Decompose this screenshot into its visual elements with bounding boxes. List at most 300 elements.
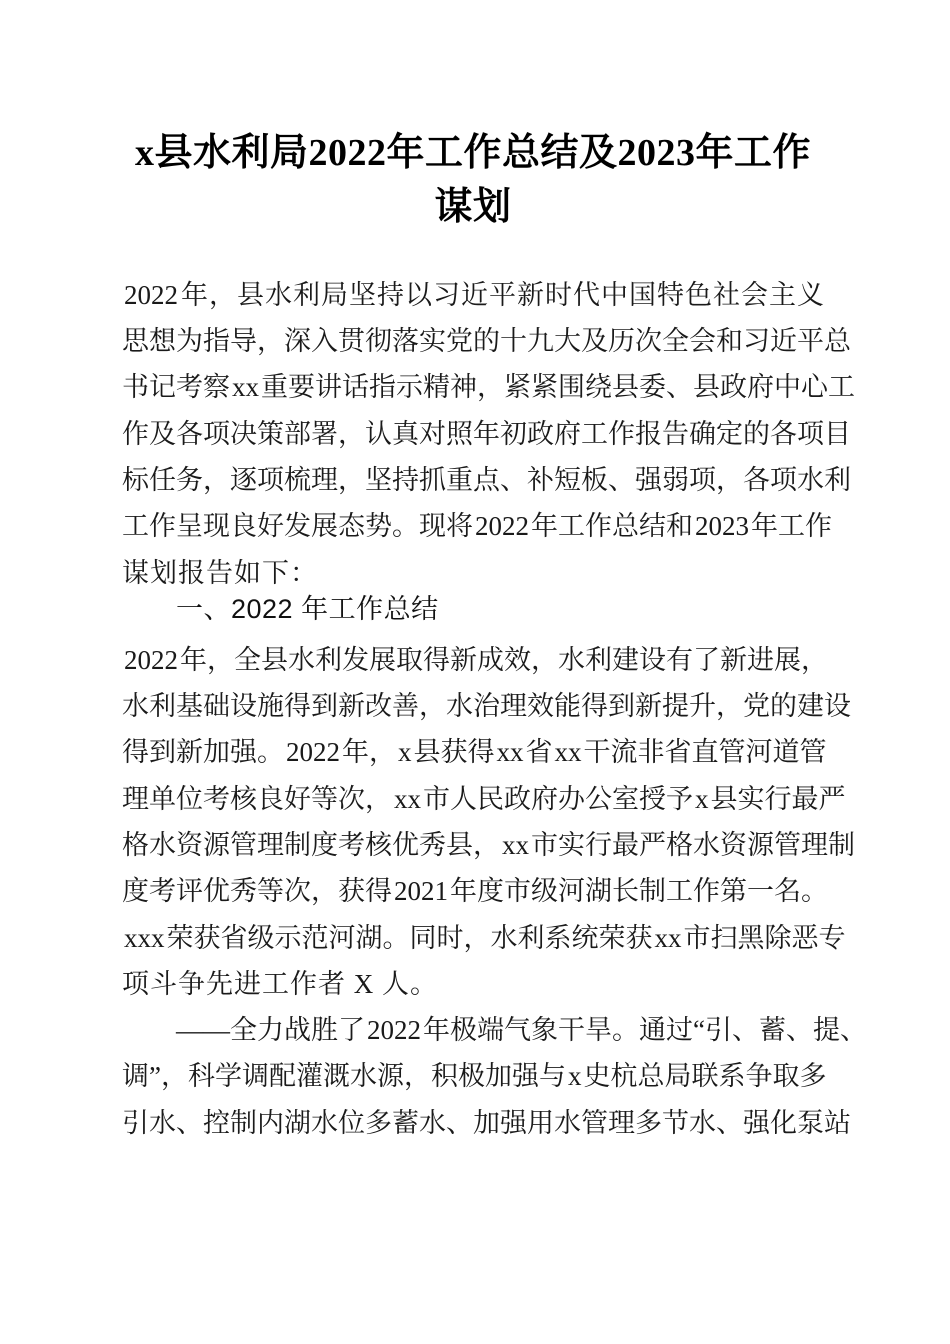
text-glyph: 次	[635, 326, 662, 356]
text-glyph: 灌	[295, 1061, 323, 1091]
text-glyph: 考	[203, 784, 230, 814]
text-glyph: 节	[662, 1108, 689, 1138]
text-glyph: 示	[274, 923, 302, 953]
text-glyph: 年	[181, 280, 208, 310]
text-glyph: 秀	[230, 876, 257, 906]
text-glyph: 范	[301, 923, 329, 953]
text-glyph: 作	[805, 511, 832, 541]
text-glyph: 、	[785, 1015, 813, 1045]
text-glyph: 严	[639, 830, 666, 860]
text-glyph: 提	[662, 691, 689, 721]
text-glyph: 。	[612, 1015, 639, 1045]
text-glyph: 力	[257, 1015, 284, 1045]
text-glyph: 务	[176, 465, 203, 495]
text-glyph: 等	[257, 876, 284, 906]
text-glyph: 新	[450, 645, 477, 675]
text-glyph: 真	[392, 419, 419, 449]
text-glyph: 省	[220, 923, 248, 953]
text-glyph: 积	[430, 1061, 458, 1091]
text-glyph: 严	[818, 784, 846, 814]
text-glyph: 弱	[662, 465, 689, 495]
body-line	[122, 822, 855, 868]
text-glyph: 设	[230, 691, 257, 721]
text-glyph: 报	[635, 419, 662, 449]
text-glyph: 最	[612, 830, 639, 860]
text-glyph: 、	[731, 1015, 759, 1045]
text-glyph: 获	[440, 737, 468, 767]
text-glyph: 端	[477, 1015, 504, 1045]
text-glyph: 水	[419, 1108, 446, 1138]
text-glyph: 极	[457, 1061, 485, 1091]
text-glyph: 政	[720, 372, 747, 402]
text-glyph: ，	[160, 1061, 188, 1091]
page-title: x县水利局2022年工作总结及2023年工作谋划	[134, 132, 811, 228]
text-glyph: 总	[637, 1061, 665, 1091]
text-glyph: 省	[664, 737, 692, 767]
body-line	[122, 683, 851, 729]
text-glyph: ，	[716, 465, 743, 495]
text-glyph: 河	[328, 923, 356, 953]
text-glyph: 入	[311, 326, 338, 356]
text-glyph: 通	[639, 1015, 666, 1045]
text-glyph: 梳	[284, 465, 311, 495]
text-glyph: 恶	[791, 923, 819, 953]
text-glyph: 记	[149, 372, 176, 402]
text-glyph: 管	[230, 830, 257, 860]
text-glyph: 2023	[695, 511, 749, 541]
text-glyph: 思	[122, 326, 149, 356]
text-glyph: 目	[824, 419, 851, 449]
text-glyph: 秀	[419, 830, 446, 860]
text-glyph: 干	[583, 737, 611, 767]
text-glyph: 点	[473, 465, 500, 495]
text-glyph: 要	[288, 372, 315, 402]
text-glyph: 新	[517, 280, 544, 310]
text-glyph: 提	[812, 1015, 840, 1045]
text-glyph: 署	[311, 419, 338, 449]
text-glyph: 照	[446, 419, 473, 449]
text-glyph: 利	[824, 465, 851, 495]
text-glyph: 、	[716, 1108, 743, 1138]
text-glyph: 县	[261, 645, 288, 675]
text-glyph: 2022	[124, 280, 178, 310]
text-glyph: 作	[149, 511, 176, 541]
text-glyph: 设	[639, 645, 666, 675]
text-glyph: 。	[392, 511, 419, 541]
text-glyph: 引	[122, 1108, 149, 1138]
text-glyph: ，	[338, 465, 365, 495]
text-glyph: 发	[342, 645, 369, 675]
text-glyph: 水	[349, 1061, 377, 1091]
text-glyph: 强	[230, 737, 257, 767]
text-glyph: 现	[203, 511, 230, 541]
text-glyph: 加	[203, 737, 230, 767]
text-glyph: 察	[203, 372, 230, 402]
body-line	[122, 729, 827, 775]
text-glyph: 2022	[286, 737, 340, 767]
text-glyph: 和	[666, 511, 693, 541]
text-glyph: 源	[203, 830, 230, 860]
text-glyph: 县	[446, 830, 473, 860]
text-glyph: 绕	[585, 372, 612, 402]
text-glyph: 湖	[585, 876, 612, 906]
text-glyph: 优	[203, 876, 230, 906]
text-glyph: 位	[176, 784, 203, 814]
text-glyph: 势	[365, 511, 392, 541]
text-glyph: 湖	[284, 1108, 311, 1138]
text-glyph: 基	[176, 691, 203, 721]
text-glyph: 度	[477, 876, 504, 906]
text-glyph: 定	[716, 419, 743, 449]
text-glyph: 社	[713, 280, 740, 310]
text-glyph: 理	[500, 691, 527, 721]
text-glyph: 府	[747, 372, 774, 402]
text-glyph: 坚	[365, 465, 392, 495]
text-glyph: 设	[824, 691, 851, 721]
text-glyph: 水	[554, 1108, 581, 1138]
text-glyph: 多	[365, 1108, 392, 1138]
text-glyph: 湖	[355, 923, 383, 953]
text-glyph: 源	[747, 830, 774, 860]
text-glyph: 中	[601, 280, 628, 310]
text-glyph: ，	[473, 830, 500, 860]
text-glyph: 历	[608, 326, 635, 356]
body-line-text: 项斗争先进工作者 X 人。	[122, 969, 438, 999]
text-glyph: 最	[791, 784, 819, 814]
text-glyph: 作	[585, 511, 612, 541]
text-glyph: xx	[496, 737, 524, 767]
text-glyph: 干	[558, 1015, 585, 1045]
text-glyph: 短	[554, 465, 581, 495]
body-line	[122, 961, 824, 1007]
text-glyph: 水	[122, 691, 149, 721]
text-glyph: 展	[774, 645, 801, 675]
text-glyph: 水	[149, 830, 176, 860]
text-glyph: 时	[436, 923, 464, 953]
text-glyph: 紧	[531, 372, 558, 402]
text-glyph: 十	[500, 326, 527, 356]
text-glyph: 水	[311, 1108, 338, 1138]
text-glyph: 管	[718, 737, 746, 767]
text-glyph: 升	[689, 691, 716, 721]
text-glyph: 策	[257, 419, 284, 449]
text-glyph: 围	[558, 372, 585, 402]
text-glyph: 争	[745, 1061, 773, 1091]
text-glyph: 加	[473, 1108, 500, 1138]
text-glyph: 等	[311, 784, 338, 814]
text-glyph: 利	[585, 645, 612, 675]
text-glyph: xx	[554, 737, 582, 767]
text-glyph: 委	[639, 372, 666, 402]
text-glyph: 加	[484, 1061, 512, 1091]
text-glyph: 、	[176, 1108, 203, 1138]
text-glyph: 联	[691, 1061, 719, 1091]
text-glyph: 系	[718, 1061, 746, 1091]
text-glyph: —	[176, 1015, 203, 1045]
text-glyph: 告	[662, 419, 689, 449]
text-glyph: 了	[693, 645, 720, 675]
text-glyph: 第	[720, 876, 747, 906]
text-glyph: 化	[770, 1108, 797, 1138]
text-glyph: ，	[716, 691, 743, 721]
text-glyph: 年	[450, 876, 477, 906]
text-glyph: 精	[423, 372, 450, 402]
text-glyph: 项	[257, 465, 284, 495]
text-glyph: 利	[315, 645, 342, 675]
text-glyph: 有	[666, 645, 693, 675]
text-glyph: 授	[639, 784, 666, 814]
text-glyph: 国	[629, 280, 656, 310]
text-glyph: 资	[176, 830, 203, 860]
text-glyph: 理	[122, 784, 149, 814]
text-glyph: 与	[538, 1061, 566, 1091]
text-glyph: 施	[257, 691, 284, 721]
text-glyph: 项	[797, 419, 824, 449]
text-glyph: 格	[666, 830, 693, 860]
text-glyph: 工	[666, 876, 693, 906]
text-glyph: “	[693, 1015, 705, 1045]
text-glyph: —	[203, 1015, 230, 1045]
text-glyph: 局	[664, 1061, 692, 1091]
text-glyph: ，	[257, 326, 284, 356]
text-glyph: 府	[531, 784, 558, 814]
text-glyph: 良	[257, 784, 284, 814]
text-glyph: 近	[461, 280, 488, 310]
text-glyph: 义	[797, 280, 824, 310]
text-glyph: 时	[545, 280, 572, 310]
text-glyph: ”	[149, 1061, 161, 1091]
text-glyph: ，	[207, 645, 234, 675]
text-glyph: 工	[558, 511, 585, 541]
text-glyph: 作	[693, 876, 720, 906]
text-glyph: 确	[689, 419, 716, 449]
text-glyph: ，	[477, 372, 504, 402]
text-glyph: ，	[209, 280, 236, 310]
text-glyph: 对	[419, 419, 446, 449]
text-glyph: 党	[446, 326, 473, 356]
text-glyph: 建	[612, 645, 639, 675]
text-glyph: 习	[433, 280, 460, 310]
text-glyph: 制	[230, 1108, 257, 1138]
text-glyph: 局	[321, 280, 348, 310]
text-glyph: 坚	[349, 280, 376, 310]
text-glyph: 新	[338, 691, 365, 721]
text-glyph: 讲	[315, 372, 342, 402]
text-glyph: 书	[122, 372, 149, 402]
text-glyph: 初	[500, 419, 527, 449]
text-glyph: 贯	[338, 326, 365, 356]
text-glyph: 持	[377, 280, 404, 310]
body-line	[122, 1100, 851, 1146]
text-glyph: 公	[585, 784, 612, 814]
text-glyph: 县	[612, 372, 639, 402]
text-glyph: 水	[288, 645, 315, 675]
text-glyph: 。	[257, 737, 284, 767]
text-glyph: 理	[801, 830, 828, 860]
text-glyph: 2021	[394, 876, 448, 906]
text-glyph: 抓	[419, 465, 446, 495]
text-glyph: ，	[403, 1061, 431, 1091]
text-glyph: 县	[237, 280, 264, 310]
text-glyph: 内	[257, 1108, 284, 1138]
text-glyph: 好	[284, 784, 311, 814]
body-line	[122, 457, 851, 503]
text-glyph: 考	[176, 372, 203, 402]
text-glyph: 近	[770, 326, 797, 356]
text-glyph: 及	[149, 419, 176, 449]
text-glyph: 项	[770, 465, 797, 495]
text-glyph: 同	[409, 923, 437, 953]
text-glyph: 落	[392, 326, 419, 356]
text-glyph: 水	[797, 465, 824, 495]
body-line-text: 谋划报告如下：	[122, 558, 318, 588]
text-glyph: 年	[473, 419, 500, 449]
text-glyph: 系	[544, 923, 572, 953]
text-glyph: 调	[122, 1061, 149, 1091]
text-glyph: 胜	[311, 1015, 338, 1045]
text-glyph: 度	[311, 830, 338, 860]
text-glyph: 逐	[230, 465, 257, 495]
text-glyph: 度	[122, 876, 149, 906]
text-glyph: 示	[396, 372, 423, 402]
text-glyph: 为	[176, 326, 203, 356]
text-glyph: 得	[423, 645, 450, 675]
text-glyph: 了	[338, 1015, 365, 1045]
text-glyph: 党	[743, 691, 770, 721]
text-glyph: 建	[797, 691, 824, 721]
text-glyph: 级	[247, 923, 275, 953]
text-glyph: 得	[122, 737, 149, 767]
body-line	[122, 411, 851, 457]
text-glyph: 到	[311, 691, 338, 721]
text-glyph: 道	[772, 737, 800, 767]
text-glyph: 民	[477, 784, 504, 814]
text-glyph: 、	[446, 1108, 473, 1138]
text-glyph: 结	[639, 511, 666, 541]
text-glyph: 统	[571, 923, 599, 953]
text-glyph: 全	[234, 645, 261, 675]
text-glyph: 河	[558, 876, 585, 906]
text-glyph: 、	[839, 1015, 867, 1045]
text-glyph: 补	[527, 465, 554, 495]
text-glyph: 获	[625, 923, 653, 953]
text-glyph: 一	[747, 876, 774, 906]
text-glyph: 引	[704, 1015, 732, 1045]
text-glyph: 泵	[797, 1108, 824, 1138]
text-glyph: 会	[741, 280, 768, 310]
text-glyph: x	[398, 737, 412, 767]
text-glyph: 各	[770, 419, 797, 449]
body-line	[122, 364, 855, 410]
text-glyph: 成	[477, 645, 504, 675]
text-glyph: 、	[608, 465, 635, 495]
text-glyph: 进	[747, 645, 774, 675]
text-glyph: 善	[392, 691, 419, 721]
text-glyph: 考	[149, 876, 176, 906]
body-line	[122, 1007, 867, 1053]
text-glyph: 新	[635, 691, 662, 721]
text-glyph: 效	[504, 645, 531, 675]
text-glyph: 学	[214, 1061, 242, 1091]
section-heading-1: 一、2022 年工作总结	[176, 594, 439, 624]
text-glyph: 室	[612, 784, 639, 814]
text-glyph: 2022	[367, 1015, 421, 1045]
text-glyph: 省	[525, 737, 553, 767]
text-glyph: 市	[531, 830, 558, 860]
text-glyph: 2022	[124, 645, 178, 675]
text-glyph: 工	[581, 419, 608, 449]
text-glyph: 展	[311, 511, 338, 541]
text-glyph: ，	[365, 784, 392, 814]
text-glyph: 得	[365, 876, 392, 906]
text-glyph: 到	[608, 691, 635, 721]
text-glyph: 中	[774, 372, 801, 402]
text-glyph: 呈	[176, 511, 203, 541]
text-glyph: 。	[382, 923, 410, 953]
text-glyph: 旱	[585, 1015, 612, 1045]
text-glyph: 认	[365, 419, 392, 449]
text-glyph: xxx	[124, 923, 165, 953]
body-line	[122, 637, 828, 683]
text-glyph: 核	[230, 784, 257, 814]
text-glyph: 紧	[504, 372, 531, 402]
text-glyph: 项	[203, 419, 230, 449]
text-glyph: 制	[284, 830, 311, 860]
text-glyph: 新	[176, 737, 203, 767]
text-glyph: 配	[268, 1061, 296, 1091]
text-glyph: xx	[232, 372, 259, 402]
text-glyph: 神	[450, 372, 477, 402]
text-glyph: 话	[342, 372, 369, 402]
text-glyph: 、	[666, 372, 693, 402]
text-glyph: 直	[691, 737, 719, 767]
text-glyph: 强	[511, 1061, 539, 1091]
text-glyph: 好	[257, 511, 284, 541]
text-glyph: 效	[527, 691, 554, 721]
text-glyph: 强	[635, 465, 662, 495]
text-glyph: 标	[122, 465, 149, 495]
body-line	[122, 272, 824, 318]
text-glyph: ，	[203, 465, 230, 495]
text-glyph: 重	[261, 372, 288, 402]
text-glyph: 各	[176, 419, 203, 449]
text-glyph: 础	[203, 691, 230, 721]
text-glyph: 到	[149, 737, 176, 767]
text-glyph: 办	[558, 784, 585, 814]
text-glyph: 人	[450, 784, 477, 814]
text-glyph: 名	[774, 876, 801, 906]
text-glyph: 改	[365, 691, 392, 721]
text-glyph: 单	[149, 784, 176, 814]
text-glyph: 多	[799, 1061, 827, 1091]
text-glyph: 发	[284, 511, 311, 541]
text-glyph: 蓄	[758, 1015, 786, 1045]
text-glyph: 管	[581, 1108, 608, 1138]
text-glyph: 年	[751, 511, 778, 541]
text-glyph: 县	[710, 784, 738, 814]
text-glyph: ，	[338, 419, 365, 449]
text-glyph: 管	[799, 737, 827, 767]
text-glyph: 制	[828, 830, 855, 860]
text-glyph: 。	[801, 876, 828, 906]
text-glyph: 政	[504, 784, 531, 814]
text-glyph: 级	[531, 876, 558, 906]
text-glyph: 调	[241, 1061, 269, 1091]
text-glyph: 2022	[475, 511, 529, 541]
text-glyph: 板	[581, 465, 608, 495]
text-glyph: 府	[554, 419, 581, 449]
text-glyph: 得	[467, 737, 495, 767]
